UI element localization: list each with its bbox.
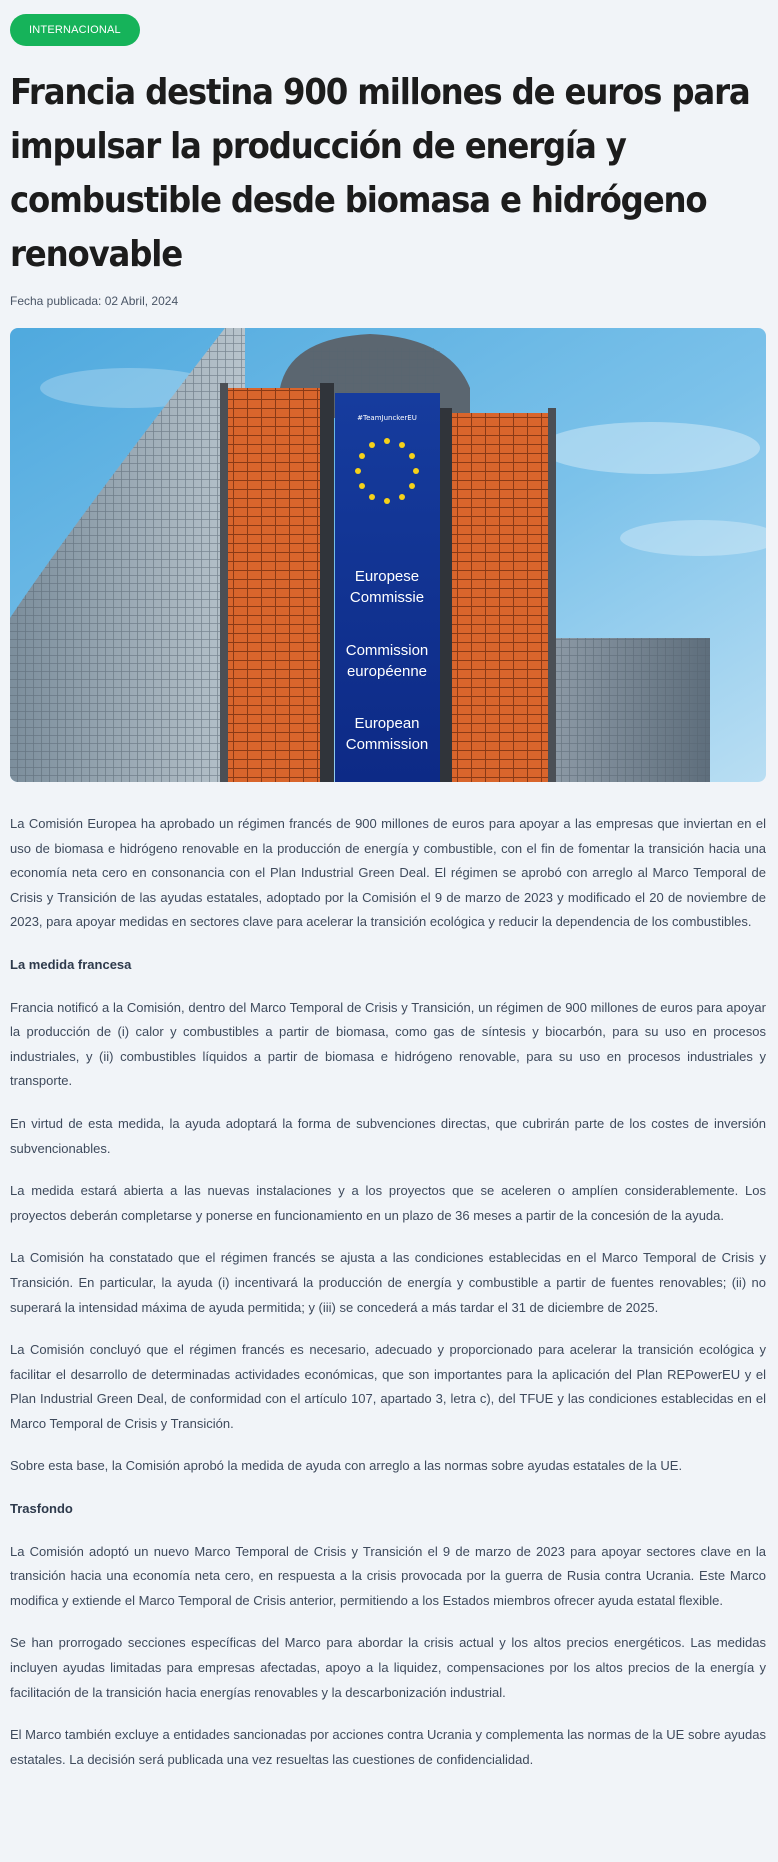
banner-text-2a: Commission: [345, 642, 429, 659]
banner-text-1a: Europese: [354, 568, 420, 585]
paragraph: La Comisión concluyó que el régimen francés es necesario, adecuado y proporcionado para acelerar la transición ecológica y facilitar el desarrollo de determinadas actividades económicas, que son importantes para la aplicación del Plan REPowerEU y el Plan Industrial Green Deal, de conformidad con el artículo 107, apartado 3, letra c), del TFUE y las condiciones establecidas en el Marco Temporal de Crisis y Transición.: [10, 1342, 766, 1431]
publish-date: Fecha publicada: 02 Abril, 2024: [10, 294, 179, 308]
section-heading: La medida francesa: [10, 956, 132, 972]
banner-text-3a: European: [354, 715, 420, 732]
banner-text-1b: Commissie: [349, 589, 425, 606]
category-badge[interactable]: INTERNACIONAL: [10, 14, 140, 46]
banner-hashtag: #TeamJunckerEU: [357, 414, 417, 422]
article-hero-image: [10, 328, 766, 782]
article-title: Francia destina 900 millones de euros para impulsar la producción de energía y combustible desde biomasa e hidrógeno renovable: [10, 72, 750, 275]
banner-text-3b: Commission: [345, 736, 429, 753]
paragraph: La Comisión adoptó un nuevo Marco Temporal de Crisis y Transición el 9 de marzo de 2023 para apoyar sectores clave en la transición hacia una economía neta cero, en respuesta a la crisis provocada por la guerra de Rusia contra Ucrania. Este Marco modifica y extiende el Marco Temporal de Crisis anterior, permitiendo a los Estados miembros ofrecer ayuda estatal flexible.: [10, 1543, 766, 1608]
paragraph: Francia notificó a la Comisión, dentro del Marco Temporal de Crisis y Transición, un régimen de 900 millones de euros para apoyar la producción de (i) calor y combustibles a partir de biomasa, como gas de síntesis y biocarbón, para su uso en procesos industriales, y (ii) combustibles líquidos a partir de biomasa e hidrógeno renovable, para su uso en procesos industriales y transporte.: [10, 999, 766, 1089]
paragraph: Sobre esta base, la Comisión aprobó la medida de ayuda con arreglo a las normas sobre ayudas estatales de la UE.: [10, 1458, 683, 1474]
banner-text-2b: européenne: [346, 663, 428, 680]
paragraph: En virtud de esta medida, la ayuda adoptará la forma de subvenciones directas, que cubrirán parte de los costes de inversión subvencionables.: [10, 1115, 766, 1156]
paragraph: La Comisión ha constatado que el régimen francés se ajusta a las condiciones establecidas en el Marco Temporal de Crisis y Transición. En particular, la ayuda (i) incentivará la producción de energía y combustible a partir de fuentes renovables; (ii) no superará la intensidad máxima de ayuda permitida; y (iii) se concederá a más tardar el 31 de diciembre de 2025.: [10, 1250, 766, 1315]
paragraph: El Marco también excluye a entidades sancionadas por acciones contra Ucrania y complementa las normas de la UE sobre ayudas estatales. La decisión será publicada una vez resueltas las cuestiones de confidencialidad.: [10, 1727, 766, 1767]
paragraph: Se han prorrogado secciones específicas del Marco para abordar la crisis actual y los altos precios energéticos. Las medidas incluyen ayudas limitadas para empresas afectadas, apoyo a la liquidez, compensaciones por los altos precios de la energía y facilitación de la transición hacia energías renovables y la descarbonización industrial.: [10, 1635, 766, 1700]
paragraph: La medida estará abierta a las nuevas instalaciones y a los proyectos que se aceleren o amplíen considerablemente. Los proyectos deberán completarse y ponerse en funcionamiento en un plazo de 36 meses a partir de la concesión de la ayuda.: [10, 1183, 766, 1223]
section-heading: Trasfondo: [10, 1501, 73, 1517]
article-body: [10, 812, 766, 1772]
paragraph: La Comisión Europea ha aprobado un régimen francés de 900 millones de euros para apoyar a las empresas que inviertan en el uso de biomasa e hidrógeno renovable en la producción de energía y combustible, con el fin de fomentar la transición hacia una economía neta cero en consonancia con el Plan Industrial Green Deal. El régimen se aprobó con arreglo al Marco Temporal de Crisis y Transición de las ayudas estatales, adoptado por la Comisión el 9 de marzo de 2023 y modificado el 20 de noviembre de 2023, para apoyar medidas en sectores clave para acelerar la transición ecológica y reducir la dependencia de los combustibles.: [10, 816, 766, 930]
